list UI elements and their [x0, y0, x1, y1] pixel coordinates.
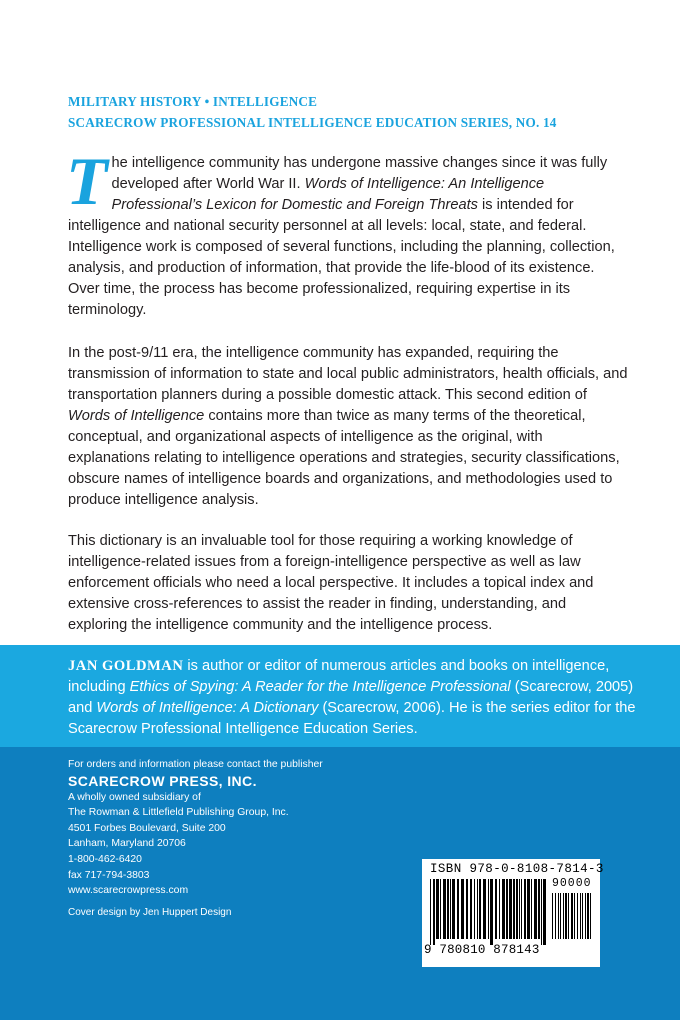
barcode-bar	[538, 879, 540, 939]
barcode-bar	[580, 893, 581, 939]
cover-credit: Cover design by Jen Huppert Design	[68, 907, 232, 918]
barcode-bar	[565, 893, 567, 939]
contact-line: For orders and information please contact the publisher	[68, 759, 323, 770]
barcode-bar	[527, 879, 530, 939]
website-link[interactable]: www.scarecrowpress.com	[68, 885, 189, 897]
author-bio: JAN GOLDMAN is author or editor of numerous articles and books on intelligence, including Ethics of Spying: A Reader for the Intelligence Professional (Scarecrow, 2005) and Words of Intelligence: A Dictionary (Scarecrow, 2006). He is the series editor for the Scarecrow Professional Intelligence Education Series.	[68, 658, 636, 737]
barcode-bar	[513, 879, 515, 939]
barcode-bar	[574, 893, 575, 939]
barcode-bar	[447, 879, 449, 939]
address-line-2: Lanham, Maryland 20706	[68, 838, 186, 850]
barcode-bar	[474, 879, 475, 939]
phone: 1-800-462-6420	[68, 853, 142, 865]
publisher-band	[0, 747, 680, 1020]
isbn-label: ISBN 978-0-8108-7814-3	[430, 862, 604, 876]
barcode-bar	[470, 879, 472, 939]
description-paragraph-2: In the post-9/11 era, the intelligence community has expanded, requiring the transmission of information to state and local public administrators, health officials, and transportation planners during a possible domestic attack. This second edition of Words of Intelligence contains more than twice as many terms of the theoretical, conceptual, and organizational aspects of intelligence as the original, with explanations relating to intelligence operations and strategies, security classifications, obscure names of intelligence boards and organizations, and methodologies used to produce intelligence analysis.	[68, 345, 628, 508]
barcode-bar	[519, 879, 520, 939]
barcode-bar	[560, 893, 561, 939]
barcode-bar	[524, 879, 526, 939]
author-name: JAN GOLDMAN	[68, 658, 184, 674]
addon-digits: 90000	[552, 877, 592, 890]
barcode-bar	[440, 879, 441, 939]
category-line: MILITARY HISTORY • INTELLIGENCE	[68, 94, 318, 109]
parent-company: The Rowman & Littlefield Publishing Group, Inc.	[68, 807, 289, 819]
barcode-bar	[450, 879, 451, 939]
barcode-bar	[457, 879, 459, 939]
publisher-info	[68, 757, 323, 899]
barcode-bar	[483, 879, 486, 939]
barcode-bar	[479, 879, 481, 939]
barcode-bar	[433, 879, 435, 945]
book-title: Words of Intelligence	[68, 408, 205, 424]
barcode-bar	[590, 893, 591, 939]
description-paragraph-1: The intelligence community has undergone massive changes since it was fully developed after World War II. Words of Intelligence: An Intelligence Professional’s Lexicon for Domestic and Foreign Threats is intended for intelligence and national security personnel at all levels: local, state, and federal. Intelligence work is composed of several functions, including the planning, collection, analysis, and production of information, that provide the life-blood of its existence. Over time, the process has become professionalized, requiring expertise in its terminology.	[66, 143, 615, 318]
barcode-bar	[541, 879, 542, 945]
barcode-bar	[490, 879, 493, 945]
barcode-bar	[534, 879, 537, 939]
barcode-bar	[585, 893, 586, 939]
barcode-bar	[436, 879, 439, 939]
barcode-bar	[430, 879, 431, 945]
barcode-bar	[452, 879, 455, 939]
addon-barcode-bars	[552, 893, 594, 945]
drop-cap: T	[66, 143, 108, 219]
description-paragraph-3: This dictionary is an invaluable tool for those requiring a working knowledge of intelligence-related issues from a foreign-intelligence perspective as well as law enforcement officials who need a local perspective. It includes a topical index and extensive cross-references to assist the reader in finding, understanding, and exploring the intelligence community and the intelligence process.	[68, 533, 594, 633]
fax: fax 717-794-3803	[68, 869, 150, 881]
barcode-bar	[568, 893, 569, 939]
book-title: Words of Intelligence: A Dictionary	[96, 700, 319, 716]
book-title: Words of Intelligence: An Intelligence Professional’s Lexicon for Domestic and Foreign Threats	[111, 176, 545, 213]
isbn-barcode	[422, 859, 604, 967]
ean-barcode-bars	[430, 879, 550, 945]
barcode-bar	[521, 879, 522, 939]
barcode-bar	[577, 893, 578, 939]
barcode-bar	[571, 893, 573, 939]
barcode-bar	[477, 879, 478, 939]
barcode-bar	[563, 893, 564, 939]
barcode-bar	[461, 879, 464, 939]
address-line-1: 4501 Forbes Boulevard, Suite 200	[68, 822, 226, 834]
subsidiary-line: A wholly owned subsidiary of	[68, 791, 201, 803]
barcode-bar	[499, 879, 500, 939]
ean-digits: 9 780810 878143	[424, 943, 540, 957]
barcode-bar	[466, 879, 468, 939]
barcode-bar	[516, 879, 518, 939]
barcode-bar	[443, 879, 446, 939]
barcode-bar	[555, 893, 556, 939]
series-line: SCARECROW PROFESSIONAL INTELLIGENCE EDUCATION SERIES, NO. 14	[68, 115, 557, 130]
book-title: Ethics of Spying: A Reader for the Intelligence Professional	[129, 679, 511, 695]
barcode-bar	[587, 893, 589, 939]
barcode-bar	[502, 879, 505, 939]
barcode-bar	[531, 879, 532, 939]
barcode-bar	[509, 879, 512, 939]
barcode-bar	[506, 879, 508, 939]
barcode-bar	[488, 879, 489, 939]
publisher-name: SCARECROW PRESS, INC.	[68, 772, 257, 789]
barcode-bar	[495, 879, 497, 939]
barcode-bar	[552, 893, 553, 939]
barcode-bar	[558, 893, 559, 939]
barcode-bar	[543, 879, 546, 945]
series-header	[68, 91, 557, 133]
barcode-bar	[582, 893, 583, 939]
author-bio-band	[0, 645, 680, 747]
